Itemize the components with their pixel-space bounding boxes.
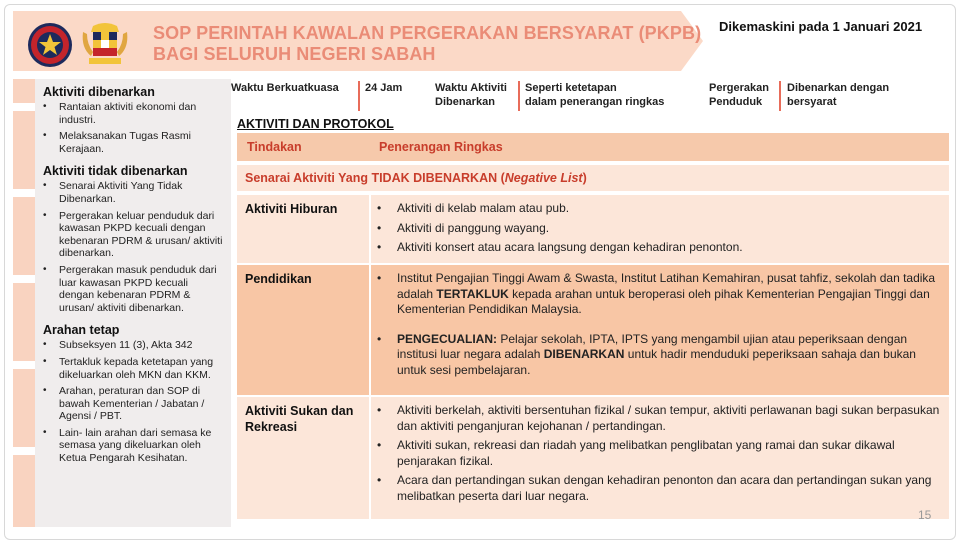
table-row-label-cell bbox=[237, 195, 369, 263]
table-row-label-cell bbox=[237, 397, 369, 519]
movement-value-line: bersyarat bbox=[787, 96, 837, 108]
activity-time-value bbox=[525, 81, 664, 109]
row-label: Aktiviti Sukan dan Rekreasi bbox=[245, 404, 354, 434]
activity-time-label-line: Dibenarkan bbox=[435, 96, 495, 108]
malaysia-coat-of-arms-icon bbox=[79, 22, 125, 68]
activity-time-value-line: Seperti ketetapan bbox=[525, 82, 617, 94]
activity-time-label-line: Waktu Aktiviti bbox=[435, 82, 507, 94]
negative-title-emphasis: Negative List bbox=[504, 171, 583, 185]
list-item: • Aktiviti di panggung wayang. bbox=[373, 221, 941, 237]
list-item: • Arahan, peraturan dan SOP di bawah Kementerian / Jabatan / Agensi / PBT. bbox=[43, 385, 225, 423]
movement-label bbox=[709, 81, 769, 109]
list-item: • Rantaian aktiviti ekonomi dan industri. bbox=[43, 101, 225, 126]
negative-list-row bbox=[237, 165, 949, 191]
slide bbox=[4, 4, 956, 540]
effective-label: Waktu Berkuatkuasa bbox=[231, 82, 339, 94]
table-row-desc-cell bbox=[371, 397, 949, 519]
table-row-label-cell bbox=[237, 265, 369, 395]
row-label: Pendidikan bbox=[245, 272, 312, 286]
sukan-list bbox=[373, 403, 941, 504]
table-row-desc-cell bbox=[371, 195, 949, 263]
text-bold: PENGECUALIAN: bbox=[397, 331, 498, 346]
divider bbox=[779, 81, 781, 111]
movement-label-line: Penduduk bbox=[709, 96, 763, 108]
table-header-row bbox=[237, 133, 949, 161]
movement-value-line: Dibenarkan dengan bbox=[787, 82, 890, 94]
list-item: • Subseksyen 11 (3), Akta 342 bbox=[43, 339, 225, 352]
activity-time-value-line: dalam penerangan ringkas bbox=[525, 96, 665, 108]
text-span: untuk hadir menduduki peperiksaan sahaja dan bukan untuk sesi pembelajaran. bbox=[397, 347, 916, 377]
divider bbox=[358, 81, 360, 111]
sidebar-notch bbox=[13, 103, 35, 111]
list-item: • Pergerakan keluar penduduk dari kawasan PKPD kecuali dengan kebenaran PDRM & urusan/ aktiviti dibenarkan. bbox=[43, 210, 225, 260]
pdrm-crest-icon bbox=[27, 22, 73, 68]
sidebar-tab bbox=[13, 79, 35, 527]
list-item bbox=[373, 271, 941, 318]
page-title bbox=[153, 23, 701, 65]
divider bbox=[518, 81, 520, 111]
standing-heading: Arahan tetap bbox=[43, 323, 120, 338]
col-action-header: Tindakan bbox=[247, 140, 302, 154]
negative-list-title bbox=[245, 171, 587, 185]
list-item: • Melaksanakan Tugas Rasmi Kerajaan. bbox=[43, 130, 225, 155]
sidebar-notch bbox=[13, 189, 35, 197]
list-item: • Lain- lain arahan dari semasa ke semasa yang dikeluarkan oleh Ketua Pengarah Kesihatan. bbox=[43, 427, 225, 465]
activity-time-label bbox=[435, 81, 507, 109]
negative-title-text: Senarai Aktiviti Yang TIDAK DIBENARKAN ( bbox=[245, 171, 505, 185]
title-line-2: BAGI SELURUH NEGERI SABAH bbox=[153, 44, 436, 64]
list-item: • Aktiviti berkelah, aktiviti bersentuhan fizikal / sukan tempur, aktiviti perlawanan bagi sukan berpasukan dan aktiviti penganjuran kejohanan / pertandingan. bbox=[373, 403, 941, 434]
text-bold: TERTAKLUK bbox=[436, 286, 509, 301]
hiburan-list bbox=[373, 201, 941, 256]
effective-value: 24 Jam bbox=[365, 82, 403, 94]
sidebar-notch bbox=[13, 361, 35, 369]
text-span: kepada arahan untuk beroperasi oleh pihak Kementerian Pengajian Tinggi dan Kementerian Pendidikan Malaysia. bbox=[397, 286, 930, 316]
list-item: • Senarai Aktiviti Yang Tidak Dibenarkan. bbox=[43, 180, 225, 205]
sidebar-panel bbox=[35, 79, 231, 527]
list-item: • Acara dan pertandingan sukan dengan kehadiran penonton dan acara dan pertandingan sukan yang melibatkan peserta dari luar negara. bbox=[373, 473, 941, 504]
page-number: 15 bbox=[918, 508, 932, 522]
sidebar-notch bbox=[13, 447, 35, 455]
section-title: AKTIVITI DAN PROTOKOL bbox=[237, 117, 394, 131]
standing-list bbox=[43, 339, 225, 464]
text-bold: DIBENARKAN bbox=[543, 347, 625, 361]
list-item: • Aktiviti konsert atau acara langsung dengan kehadiran penonton. bbox=[373, 240, 941, 256]
movement-value bbox=[787, 81, 889, 109]
text-span: Pelajar sekolah, IPTA, IPTS yang mengambil ujian atau peperiksaan dengan institusi luar negara adalah bbox=[397, 331, 908, 361]
list-item: • Tertakluk kepada ketetapan yang dikeluarkan oleh MKN dan KKM. bbox=[43, 356, 225, 381]
list-item: • Pergerakan masuk penduduk dari luar kawasan PKPD kecuali dengan kebenaran PDRM & urusan/ aktiviti dibenarkan. bbox=[43, 264, 225, 314]
not-allowed-list bbox=[43, 180, 225, 314]
list-item: • Aktiviti di kelab malam atau pub. bbox=[373, 201, 941, 217]
title-line-1: SOP PERINTAH KAWALAN PERGERAKAN BERSYARAT (PKPB) bbox=[153, 23, 702, 43]
pendidikan-list bbox=[373, 271, 941, 378]
row-label: Aktiviti Hiburan bbox=[245, 202, 338, 216]
negative-title-close: ) bbox=[582, 171, 587, 185]
updated-date: Dikemaskini pada 1 Januari 2021 bbox=[719, 19, 923, 34]
list-item bbox=[373, 332, 941, 379]
allowed-list bbox=[43, 101, 225, 155]
list-item: • Aktiviti sukan, rekreasi dan riadah yang melibatkan penglibatan yang ramai dan sukar dikawal penjarakan fizikal. bbox=[373, 438, 941, 469]
not-allowed-heading: Aktiviti tidak dibenarkan bbox=[43, 164, 188, 179]
allowed-heading: Aktiviti dibenarkan bbox=[43, 85, 155, 99]
table-row-desc-cell bbox=[371, 265, 949, 395]
text-span: Institut Pengajian Tinggi Awam & Swasta, Institut Latihan Kemahiran, pusat tahfiz, sekolah dan tadika adalah bbox=[397, 271, 936, 301]
col-desc-header: Penerangan Ringkas bbox=[379, 140, 503, 154]
sidebar-notch bbox=[13, 275, 35, 283]
header-banner bbox=[13, 11, 703, 71]
movement-label-line: Pergerakan bbox=[709, 82, 769, 94]
